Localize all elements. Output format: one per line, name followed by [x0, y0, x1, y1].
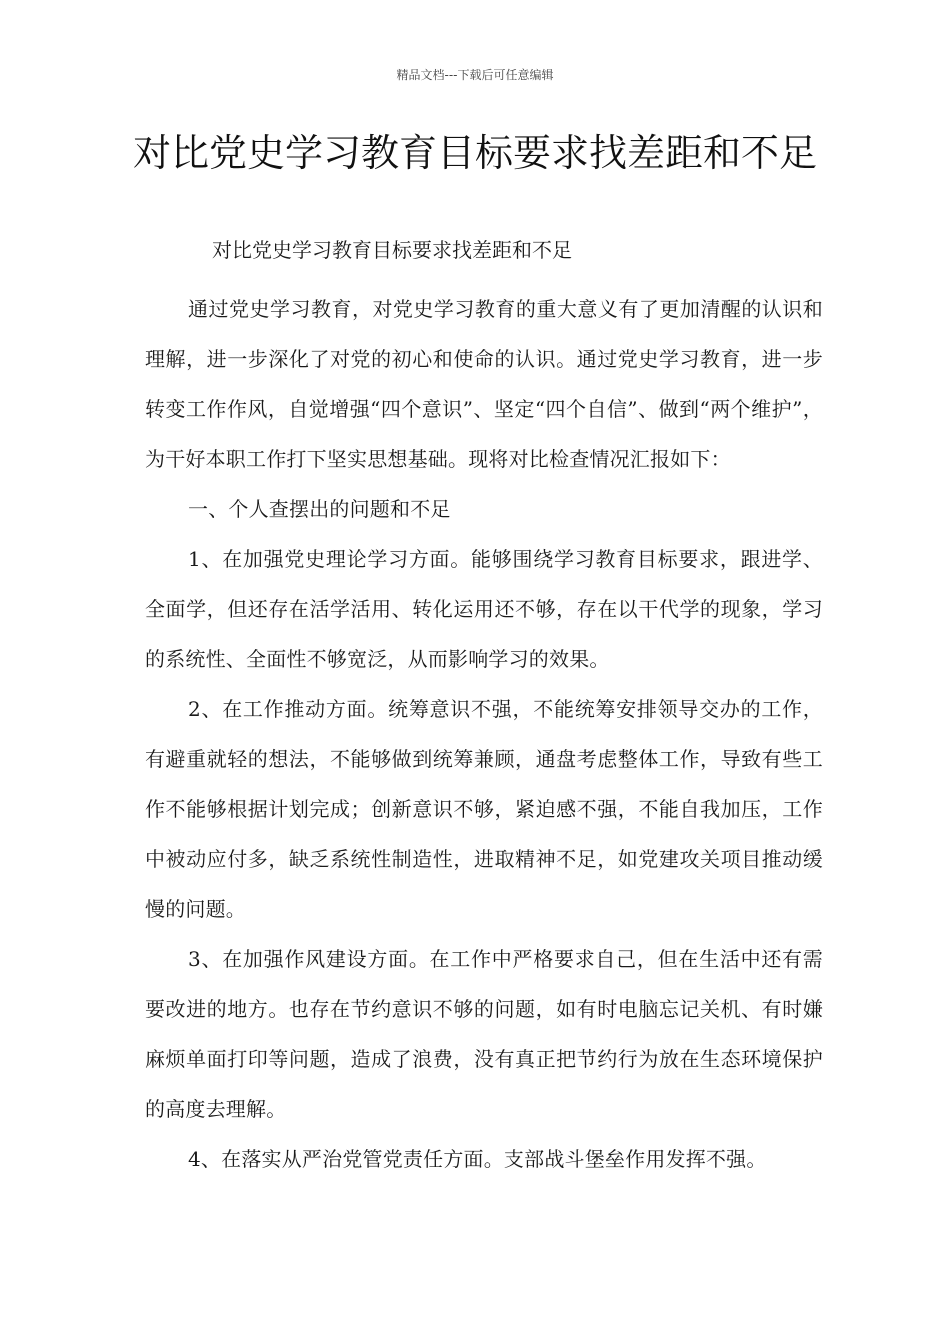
item-paragraph-4: 4、在落实从严治党管党责任方面。支部战斗堡垒作用发挥不强。	[188, 1147, 767, 1171]
item-paragraph-1: 1、在加强党史理论学习方面。能够围绕学习教育目标要求，跟进学、全面学，但还存在活学活用、转化运用还不够，存在以干代学的现象，学习的系统性、全面性不够宽泛，从而影响学习的效果。	[145, 547, 823, 671]
document-title: 对比党史学习教育目标要求找差距和不足	[132, 131, 817, 175]
document-subtitle: 对比党史学习教育目标要求找差距和不足	[212, 238, 572, 262]
item-paragraph-3: 3、在加强作风建设方面。在工作中严格要求自己，但在生活中还有需要改进的地方。也存在节约意识不够的问题，如有时电脑忘记关机、有时嫌麻烦单面打印等问题，造成了浪费，没有真正把节约行为放在生态环境保护的高度去理解。	[145, 947, 823, 1121]
intro-paragraph: 通过党史学习教育，对党史学习教育的重大意义有了更加清醒的认识和理解，进一步深化了对党的初心和使命的认识。通过党史学习教育，进一步转变工作作风，自觉增强“四个意识”、坚定“四个自信”、做到“两个维护”，为干好本职工作打下坚实思想基础。现将对比检查情况汇报如下：	[145, 297, 823, 471]
document-body	[145, 284, 823, 1184]
header-note: 精品文档---下载后可任意编辑	[396, 68, 554, 82]
item-paragraph-2: 2、在工作推动方面。统筹意识不强，不能统筹安排领导交办的工作，有避重就轻的想法，不能够做到统筹兼顾，通盘考虑整体工作，导致有些工作不能够根据计划完成；创新意识不够，紧迫感不强，不能自我加压，工作中被动应付多，缺乏系统性制造性，进取精神不足，如党建攻关项目推动缓慢的问题。	[145, 697, 823, 921]
section-heading: 一、个人查摆出的问题和不足	[188, 497, 451, 521]
